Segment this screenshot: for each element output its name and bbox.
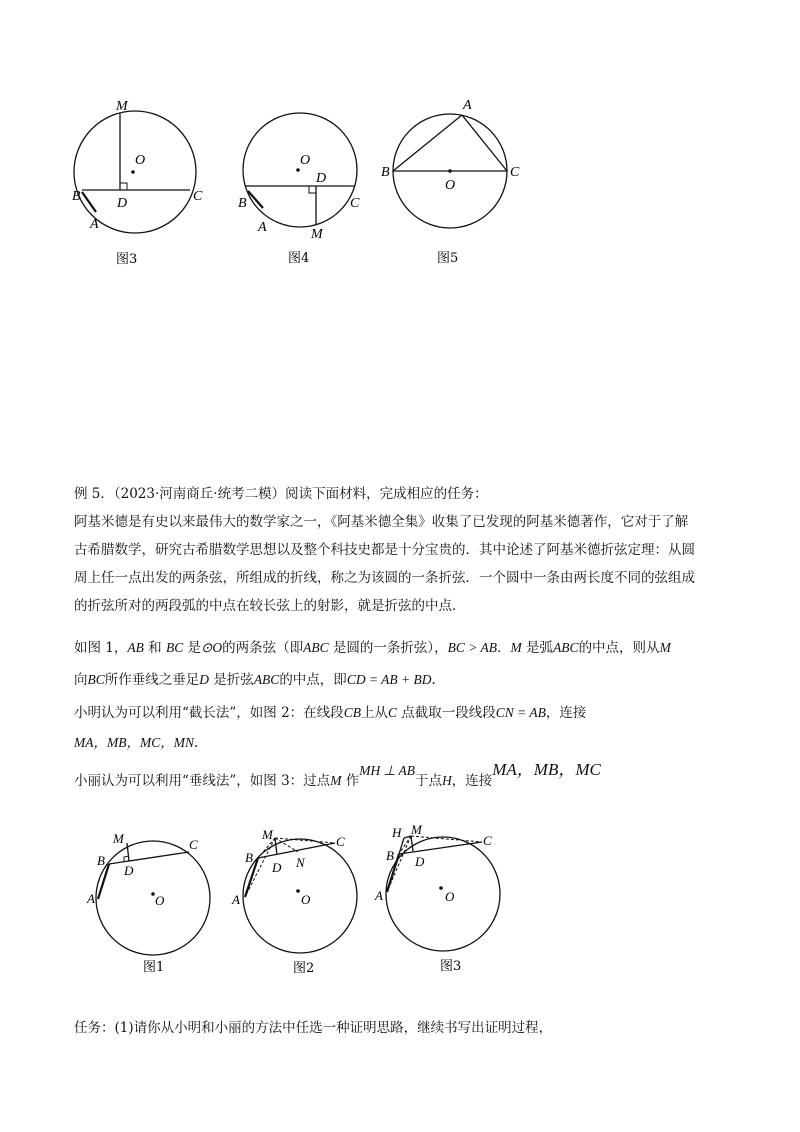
label-C: C [193,189,203,204]
label-B: B [72,189,81,204]
label-C: C [336,834,345,849]
label-C: C [350,196,360,211]
label-B: B [245,850,253,865]
segment-BH [399,838,404,854]
circle [386,837,500,951]
label-A: A [232,892,240,907]
label-D: D [272,860,282,875]
figure-caption: 图4 [288,251,310,266]
label-M: M [113,831,124,846]
paragraph-line-5: 如图 1，AB 和 BC 是⊙O的两条弦（即ABC 是圆的一条折弦），BC > AB．M 是弧ABC的中点，则从M [74,640,671,656]
segment-MA [387,836,411,892]
chord-AB [393,115,462,171]
chord-AB [82,192,96,212]
label-N: N [296,855,305,870]
label-M: M [411,822,422,837]
paragraph-line-1: 阿基米德是有史以来最伟大的数学家之一，《阿基米德全集》收集了已发现的阿基米德著作，它对于了解 [74,514,689,530]
center-dot [131,170,135,174]
label-D: D [316,171,327,186]
label-D: D [124,863,134,878]
label-B: B [386,848,394,863]
paragraph-line-8: MA，MB，MC，MN. [74,735,199,751]
label-M: M [116,99,128,114]
label-O: O [445,178,456,193]
task-line: 任务：(1)请你从小明和小丽的方法中任选一种证明思路，继续书写出证明过程， [74,1020,553,1036]
figure-caption: 图2 [293,961,315,976]
paragraph-line-6: 向BC所作垂线之垂足D 是折弦ABC的中点，即CD = AB + BD. [74,672,436,688]
label-B: B [97,853,105,868]
label-C: C [510,165,520,180]
label-A: A [258,220,267,235]
figure-3-bottom [372,820,512,980]
problem-title: 例 5．（2023·河南商丘·统考二模）阅读下面材料，完成相应的任务： [74,486,488,502]
figure-4-top [225,90,385,280]
segment-MD [411,836,413,851]
label-B: B [238,196,247,211]
label-H: H [392,825,402,840]
label-O: O [135,153,146,168]
figure-caption: 图3 [116,252,138,267]
paragraph-line-7: 小明认为可以利用“截长法”，如图 2：在线段CB上从C 点截取一段线段CN = AB，连接 [74,705,587,721]
figure-caption: 图3 [440,959,462,974]
label-D: D [117,196,128,211]
figure-3-top [60,90,220,280]
label-C: C [189,837,198,852]
center-dot [448,169,452,173]
label-D: D [415,854,425,869]
figure-caption: 图5 [437,251,459,266]
label-A: A [87,891,95,906]
figure-1-bottom [85,825,225,985]
label-A: A [90,217,99,232]
label-A: A [463,98,472,113]
paragraph-line-2: 古希腊数学，研究古希腊数学思想以及整个科技史都是十分宝贵的．其中论述了阿基米德折弦定理：从圆 [74,542,695,558]
figure-2-bottom [228,822,368,982]
segment-MD [275,838,277,855]
chord-BC [109,852,189,864]
label-M: M [311,227,323,242]
figure-5-top [375,90,535,280]
paragraph-line-3: 周上任一点出发的两条弦，所组成的折线，称之为该圆的一条折弦．一个圆中一条由两长度不同的弦组成 [74,570,695,586]
label-O: O [300,153,311,168]
label-B: B [381,165,390,180]
center-dot [296,168,300,172]
circle [96,841,210,955]
center-dot [296,889,300,893]
label-M: M [262,827,273,842]
right-angle-mark [309,186,316,193]
paragraph-line-4: 的折弦所对的两段弧的中点在较长弦上的射影，就是折弦的中点． [74,598,466,614]
label-O: O [301,892,311,907]
circle [243,113,357,227]
circle [74,111,196,233]
center-dot [439,886,443,890]
segment-MD [127,843,129,861]
paragraph-line-9: 小丽认为可以利用“垂线法”，如图 3：过点M 作MH ⊥ AB于点H，连接MA，MB，MC [74,760,601,789]
label-O: O [155,893,165,908]
right-angle-mark [120,183,127,190]
label-O: O [445,889,455,904]
figure-caption: 图1 [143,960,165,975]
label-C: C [483,833,492,848]
label-A: A [375,888,383,903]
